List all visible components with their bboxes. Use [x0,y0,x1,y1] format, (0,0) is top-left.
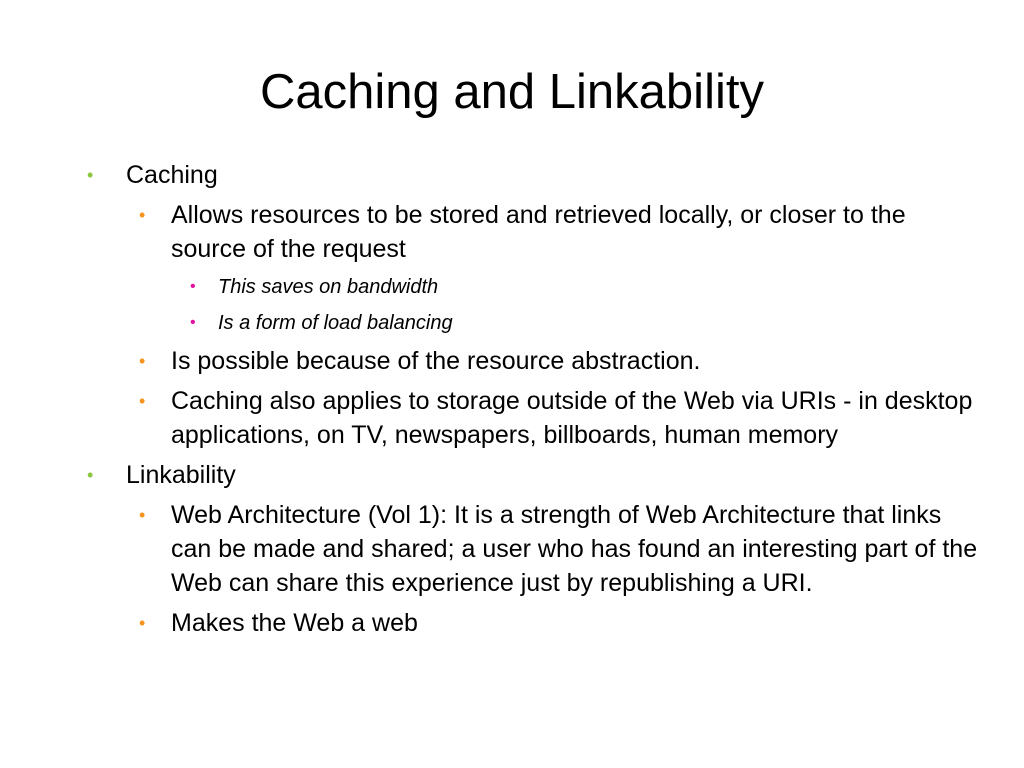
bullet-level2-item [0,344,1024,378]
bullet-dot-icon: • [139,351,146,371]
bullet-dot-icon: • [190,314,196,331]
bullet-level1-caching [0,158,1024,192]
bullet-level3-item [0,308,1024,338]
slide-title: Caching and Linkability [260,65,764,119]
bullet-level2-item [0,498,1024,600]
bullet-text: Linkability [126,461,236,489]
bullet-dot-icon: • [139,505,146,525]
bullet-text: This saves on bandwidth [218,276,439,298]
bullet-dot-icon: • [190,278,196,295]
bullet-level2-item [0,384,1024,452]
bullet-text: Makes the Web a web [171,609,418,637]
bullet-level2-item [0,198,1024,266]
bullet-dot-icon: • [139,205,146,225]
bullet-text: Is possible because of the resource abstraction. [171,347,701,375]
bullet-dot-icon: • [139,391,146,411]
bullet-text: Caching [126,161,218,189]
bullet-dot-icon: • [87,165,94,185]
bullet-level2-item [0,606,1024,640]
bullet-text: Web Architecture (Vol 1): It is a strength of Web Architecture that links can be made and shared; a user who has found an interesting part of the Web can share this experience just by republishing a URI. [171,501,978,597]
bullet-text: Is a form of load balancing [218,312,453,334]
bullet-text: Allows resources to be stored and retrieved locally, or closer to the source of the request [171,201,906,263]
bullet-text: Caching also applies to storage outside of the Web via URIs - in desktop applications, on TV, newspapers, billboards, human memory [171,387,973,449]
bullet-level1-linkability [0,458,1024,492]
bullet-level3-item [0,272,1024,302]
slide-content [0,158,1024,640]
bullet-dot-icon: • [87,465,94,485]
bullet-dot-icon: • [139,613,146,633]
